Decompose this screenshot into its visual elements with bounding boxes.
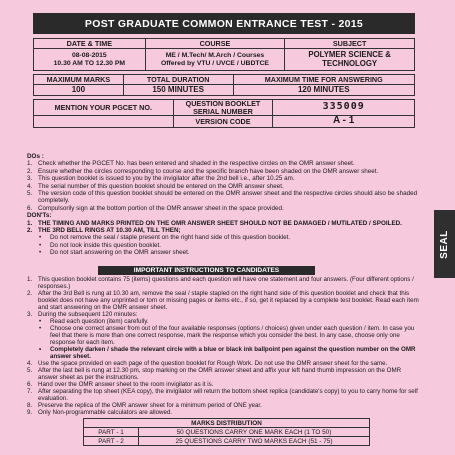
part-description: 50 QUESTIONS CARRY ONE MARK EACH (1 TO 50) [139, 428, 370, 437]
subject-header: SUBJECT [285, 39, 415, 49]
list-item: 7. After separating the top sheet (KEA copy), the invigilator will return the bottom sheet replica (candidate's copy) to you to carry home for self evaluation. [27, 388, 418, 402]
booklet-serial-label: QUESTION BOOKLET SERIAL NUMBER [173, 100, 273, 116]
list-item: 3. This question booklet is issued to you by the invigilator after the 2nd bell i.e., after 10.25 am. [27, 175, 295, 183]
pgcet-number-label: MENTION YOUR PGCET NO. [34, 100, 174, 116]
dos-and-donts [27, 153, 422, 257]
course-header: COURSE [145, 39, 285, 49]
exam-time: 10.30 AM TO 12.30 PM [53, 59, 126, 67]
list-item: • Choose one correct answer from out of the four available responses (options / choices) given under each question / item. In case you feel that there is more than one correct response, mark the response which you consider the best. In any case, choose only one response for each item. [39, 325, 415, 346]
list-item: 1. This question booklet contains 75 (items) questions and each question will have one statement and four answers. (Four different options / responses.) [27, 276, 414, 290]
list-item: 5. After the last bell is rung at 12.30 pm, stop marking on the OMR answer sheet and affix your left hand thumb impression on the OMR answer sheet as per the instructions. [27, 367, 402, 381]
list-item: 4. The serial number of this question booklet should be entered on the OMR answer sheet. [27, 182, 284, 190]
instructions-list [27, 276, 422, 416]
instructions-banner: IMPORTANT INSTRUCTIONS TO CANDIDATES [98, 266, 315, 275]
list-item: 8. Preserve the replica of the OMR answer sheet for a minimum period of ONE year. [27, 402, 262, 409]
list-item: • Do not start answering on the OMR answer sheet. [39, 249, 190, 257]
date-time-header: DATE & TIME [34, 39, 146, 49]
subject-line-1: POLYMER SCIENCE & [308, 50, 391, 60]
list-item: 4. Use the space provided on each page of the question booklet for Rough Work. Do not use the OMR answer sheet for the same. [27, 360, 388, 367]
list-item: • Read each question (item) carefully. [39, 318, 149, 325]
list-item: • Do not look inside this question booklet. [39, 241, 161, 249]
exam-date: 08-08-2015 [71, 52, 107, 60]
exam-title: POST GRADUATE COMMON ENTRANCE TEST - 2015 [33, 13, 415, 34]
list-item: 2. THE 3RD BELL RINGS AT 10.30 AM, TILL THEN; [27, 227, 181, 235]
course-line-1: ME / M.Tech/ M.Arch / Courses [165, 52, 265, 60]
seal-tab[interactable] [434, 210, 455, 278]
serial-number: 335009 [273, 100, 415, 116]
list-item: 3. During the subsequent 120 minutes: [27, 311, 138, 318]
marks-distribution-heading: MARKS DISTRIBUTION [84, 419, 370, 428]
duration-table [33, 74, 415, 96]
list-item: • Completely darken / shade the relevant circle with a blue or black ink ballpoint pen against the question number on the OMR answer sheet. [39, 346, 416, 360]
booklet-id-table [33, 99, 415, 128]
donts-heading: DON'Ts: [27, 212, 52, 220]
course-line-2: Offered by VTU / UVCE / UBDTCE [160, 59, 269, 67]
total-duration-value: 150 MINUTES [123, 85, 233, 96]
list-item: 1. THE TIMING AND MARKS PRINTED ON THE OMR ANSWER SHEET SHOULD NOT BE DAMAGED / MUTILATED / SPOILED. [27, 219, 402, 227]
dos-heading: DOs : [27, 153, 44, 160]
max-marks-header: MAXIMUM MARKS [34, 75, 124, 85]
list-item: 6. Hand over the OMR answer sheet to the room invigilator as it is. [27, 381, 214, 388]
subject-line-2: TECHNOLOGY [322, 58, 378, 68]
version-code: A - 1 [273, 116, 415, 128]
max-time-value: 120 MINUTES [233, 85, 414, 96]
list-item: 5. The version code of this question booklet should be entered on the OMR answer sheet and the respective circles should also be shaded completely. [27, 190, 418, 205]
part-label: PART - 1 [84, 428, 139, 437]
pgcet-number-field[interactable] [34, 116, 174, 128]
list-item: • Do not remove the seal / staple present on the right hand side of this question booklet. [39, 234, 291, 242]
list-item: 2. After the 3rd Bell is rung at 10.30 am, remove the seal / staple stapled on the right hand side of this question booklet and check that this booklet does not have any unprinted or torn or missing pages or items etc., if so, get it replaced by a complete test booklet. Read each item and start answering on the OMR answer sheet. [27, 290, 419, 311]
max-time-header: MAXIMUM TIME FOR ANSWERING [233, 75, 414, 85]
list-item: 9. Only Non-programmable calculators are allowed. [27, 409, 173, 416]
list-item: 1. Check whether the PGCET No. has been entered and shaded in the respective circles on the OMR answer sheet. [27, 160, 355, 168]
seal-label: SEAL [439, 229, 451, 259]
max-marks-value: 100 [34, 85, 124, 96]
exam-info-table [33, 38, 415, 71]
part-label: PART - 2 [84, 437, 139, 446]
version-code-label: VERSION CODE [173, 116, 273, 128]
total-duration-header: TOTAL DURATION [123, 75, 233, 85]
list-item: 6. Compulsorily sign at the bottom portion of the OMR answer sheet in the space provided. [27, 204, 284, 212]
list-item: 2. Ensure whether the circles corresponding to course and the specific branch have been shaded on the OMR answer sheet. [27, 167, 379, 175]
marks-distribution-table [83, 418, 370, 446]
part-description: 25 QUESTIONS CARRY TWO MARKS EACH (51 - 75) [139, 437, 370, 446]
